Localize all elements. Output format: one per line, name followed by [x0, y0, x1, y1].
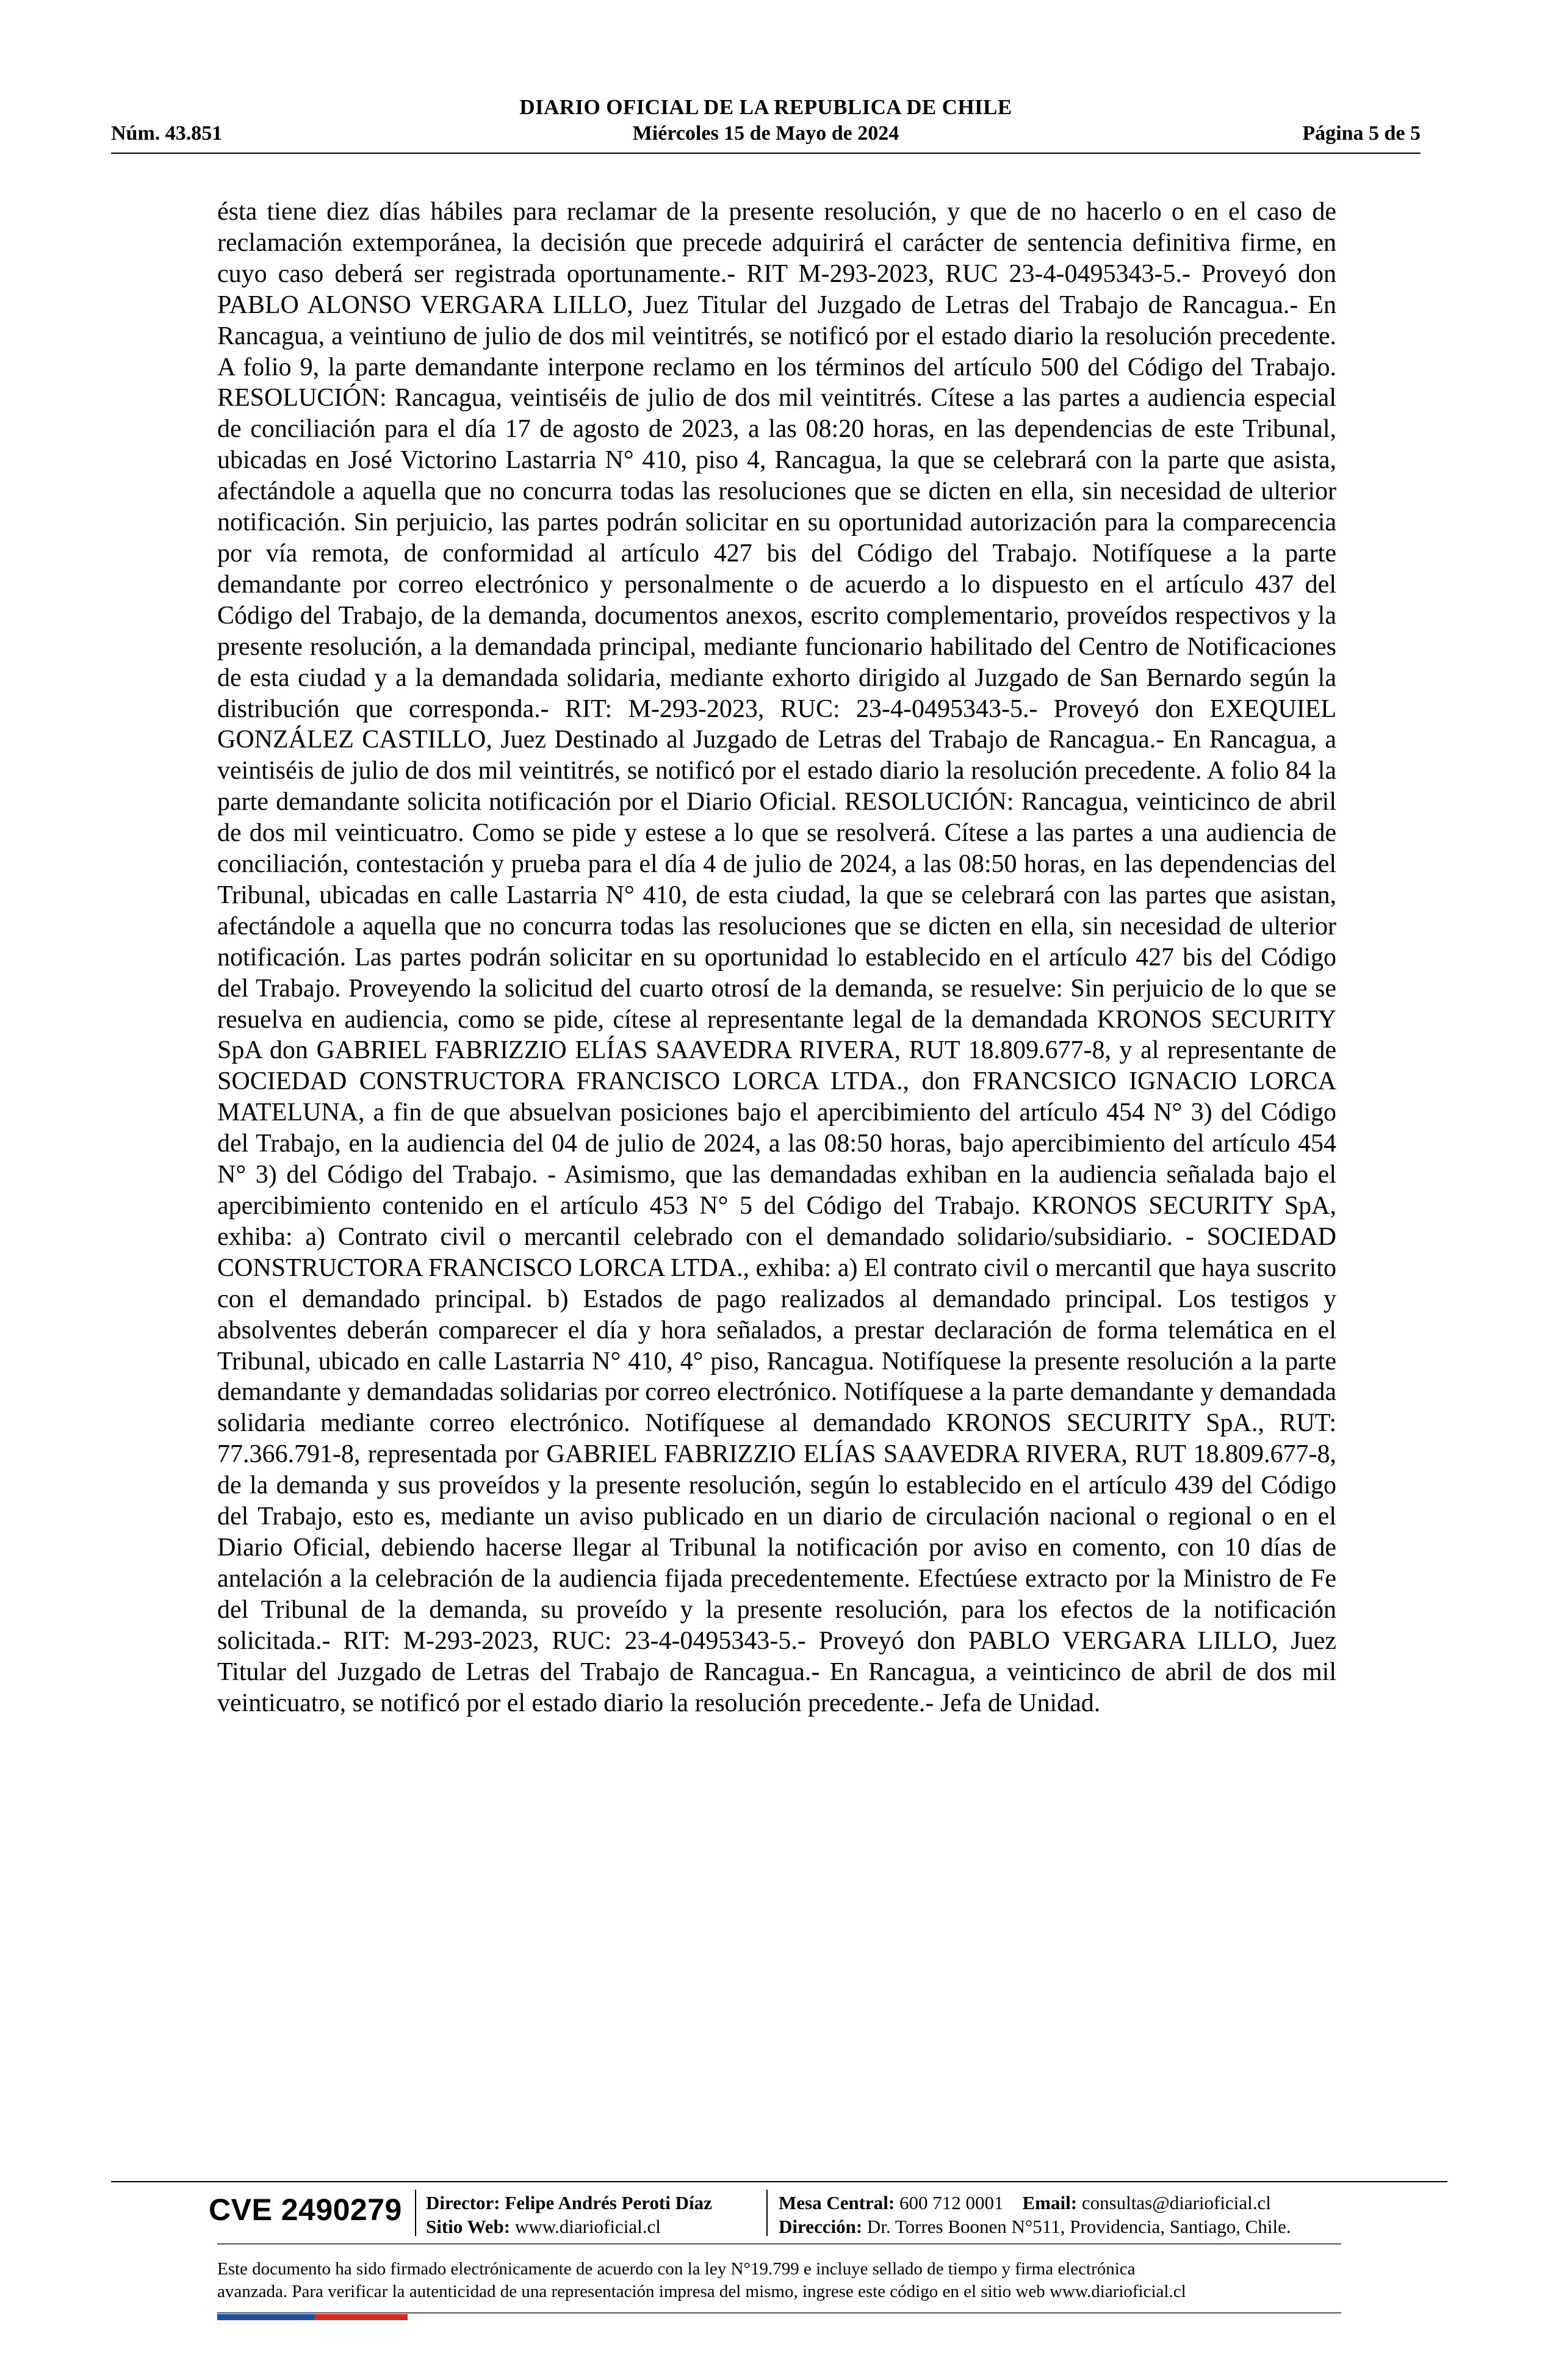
address-value: Dr. Torres Boonen N°511, Providencia, Santiago, Chile.: [866, 2216, 1291, 2237]
issue-date: Miércoles 15 de Mayo de 2024: [632, 122, 899, 145]
header-divider: [111, 153, 1421, 154]
note-line-2: avanzada. Para verificar la autenticidad de una representación impresa del mismo, ingrese este código en el sitio web www.diarioficial.cl: [217, 2282, 1186, 2301]
footer-middle-rule: [217, 2243, 1341, 2245]
site-link[interactable]: www.diarioficial.cl: [514, 2216, 661, 2237]
note-line-1: Este documento ha sido firmado electrónicamente de acuerdo con la ley N°19.799 e incluye sellado de tiempo y firma electrónica: [217, 2259, 1136, 2279]
email-label: Email:: [1022, 2192, 1078, 2213]
body-paragraph: ésta tiene diez días hábiles para reclamar de la presente resolución, y que de no hacerlo o en el caso de reclamación extemporánea, la decisión que precede adquirirá el carácter de sentencia definitiva firme, en cuyo caso deberá ser registrada oportunamente.- RIT M-293-2023, RUC 23-4-0495343-5.- Proveyó don PABLO ALONSO VERGARA LILLO, Juez Titular del Juzgado de Letras del Trabajo de Rancagua.- En Rancagua, a veintiuno de julio de dos mil veintitrés, se notificó por el estado diario la resolución precedente. A folio 9, la parte demandante interpone reclamo en los términos del artículo 500 del Código del Trabajo. RESOLUCIÓN: Rancagua, veintiséis de julio de dos mil veintitrés. Cítese a las partes a audiencia especial de conciliación para el día 17 de agosto de 2023, a las 08:20 horas, en las dependencias de este Tribunal, ubicadas en José Victorino Lastarria N° 410, piso 4, Rancagua, la que se celebrará con la parte que asista, afectándole a aquella que no concurra todas las resoluciones que se dicten en ella, sin necesidad de ulterior notificación. Sin perjuicio, las partes podrán solicitar en su oportunidad autorización para la comparecencia por vía remota, de conformidad al artículo 427 bis del Código del Trabajo. Notifíquese a la parte demandante por correo electrónico y personalmente o de acuerdo a lo dispuesto en el artículo 437 del Código del Trabajo, de la demanda, documentos anexos, escrito complementario, proveídos respectivos y la presente resolución, a la demandada principal, mediante funcionario habilitado del Centro de Notificaciones de esta ciudad y a la demandada solidaria, mediante exhorto dirigido al Juzgado de San Bernardo según la distribución que corresponda.- RIT: M-293-2023, RUC: 23-4-0495343-5.- Proveyó don EXEQUIEL GONZÁLEZ CASTILLO, Juez Destinado al Juzgado de Letras del Trabajo de Rancagua.- En Rancagua, a veintiséis de julio de dos mil veintitrés, se notificó por el estado diario la resolución precedente. A folio 84 la parte demandante solicita notificación por el Diario Oficial. RESOLUCIÓN: Rancagua, veinticinco de abril de dos mil veinticuatro. Como se pide y estese a lo que se resolverá. Cítese a las partes a una audiencia de conciliación, contestación y prueba para el día 4 de julio de 2024, a las 08:50 horas, en las dependencias del Tribunal, ubicadas en calle Lastarria N° 410, de esta ciudad, la que se celebrará con las partes que asistan, afectándole a aquella que no concurra todas las resoluciones que se dicten en ella, sin necesidad de ulterior notificación. Las partes podrán solicitar en su oportunidad lo establecido en el artículo 427 bis del Código del Trabajo. Proveyendo la solicitud del cuarto otrosí de la demanda, se resuelve: Sin perjuicio de lo que se resuelva en audiencia, como se pide, cítese al representante legal de la demandada KRONOS SECURITY SpA don GABRIEL FABRIZZIO ELÍAS SAAVEDRA RIVERA, RUT 18.809.677-8, y al representante de SOCIEDAD CONSTRUCTORA FRANCISCO LORCA LTDA., don FRANCSICO IGNACIO LORCA MATELUNA, a fin de que absuelvan posiciones bajo el apercibimiento del artículo 454 N° 3) del Código del Trabajo, en la audiencia del 04 de julio de 2024, a las 08:50 horas, bajo apercibimiento del artículo 454 N° 3) del Código del Trabajo. - Asimismo, que las demandadas exhiban en la audiencia señalada bajo el apercibimiento contenido en el artículo 453 N° 5 del Código del Trabajo. KRONOS SECURITY SpA, exhiba: a) Contrato civil o mercantil celebrado con el demandado solidario/subsidiario. - SOCIEDAD CONSTRUCTORA FRANCISCO LORCA LTDA., exhiba: a) El contrato civil o mercantil que haya suscrito con el demandado principal. b) Estados de pago realizados al demandado principal. Los testigos y absolventes deberán comparecer el día y hora señalados, a prestar declaración de forma telemática en el Tribunal, ubicado en calle Lastarria N° 410, 4° piso, Rancagua. Notifíquese la presente resolución a la parte demandante y demandadas solidarias por correo electrónico. Notifíquese a la parte demandante y demandada solidaria mediante correo electrónico. Notifíquese al demandado KRONOS SECURITY SpA., RUT: 77.366.791-8, representada por GABRIEL FABRIZZIO ELÍAS SAAVEDRA RIVERA, RUT 18.809.677-8, de la demanda y sus proveídos y la presente resolución, según lo establecido en el artículo 439 del Código del Trabajo, esto es, mediante un aviso publicado en un diario de circulación nacional o regional o en el Diario Oficial, debiendo hacerse llegar al Tribunal la notificación por aviso en comento, con 10 días de antelación a la celebración de la audiencia fijada precedentemente. Efectúese extracto por la Ministro de Fe del Tribunal de la demanda, su proveído y la presente resolución, para los efectos de la notificación solicitada.- RIT: M-293-2023, RUC: 23-4-0495343-5.- Proveyó don PABLO VERGARA LILLO, Juez Titular del Juzgado de Letras del Trabajo de Rancagua.- En Rancagua, a veinticinco de abril de dos mil veinticuatro, se notificó por el estado diario la resolución precedente.- Jefa de Unidad.: [217, 198, 1336, 1717]
electronic-signature-note: [217, 2258, 1336, 2303]
footer-divider-1: [415, 2190, 416, 2236]
page-header: [111, 93, 1421, 151]
flag-stripe-blue: [217, 2314, 315, 2320]
footer-bottom-rule: [217, 2312, 1341, 2313]
publication-title: DIARIO OFICIAL DE LA REPUBLICA DE CHILE: [519, 95, 1012, 119]
director-label: Director:: [426, 2192, 500, 2213]
mesa-phone: 600 712 0001: [899, 2192, 1004, 2213]
page-indicator: Página 5 de 5: [1302, 122, 1421, 145]
director-name: Felipe Andrés Peroti Díaz: [505, 2192, 712, 2213]
footer-contact-block: [779, 2191, 1291, 2238]
footer-divider-2: [766, 2190, 768, 2236]
email-link[interactable]: consultas@diarioficial.cl: [1081, 2192, 1271, 2213]
cve-code: CVE 2490279: [209, 2193, 402, 2227]
footer-director-block: [426, 2191, 712, 2238]
address-label: Dirección:: [779, 2216, 863, 2237]
issue-number: Núm. 43.851: [111, 122, 223, 145]
flag-stripe-red: [315, 2314, 408, 2320]
site-label: Sitio Web:: [426, 2216, 511, 2237]
footer-top-rule: [111, 2181, 1447, 2182]
mesa-label: Mesa Central:: [779, 2192, 895, 2213]
